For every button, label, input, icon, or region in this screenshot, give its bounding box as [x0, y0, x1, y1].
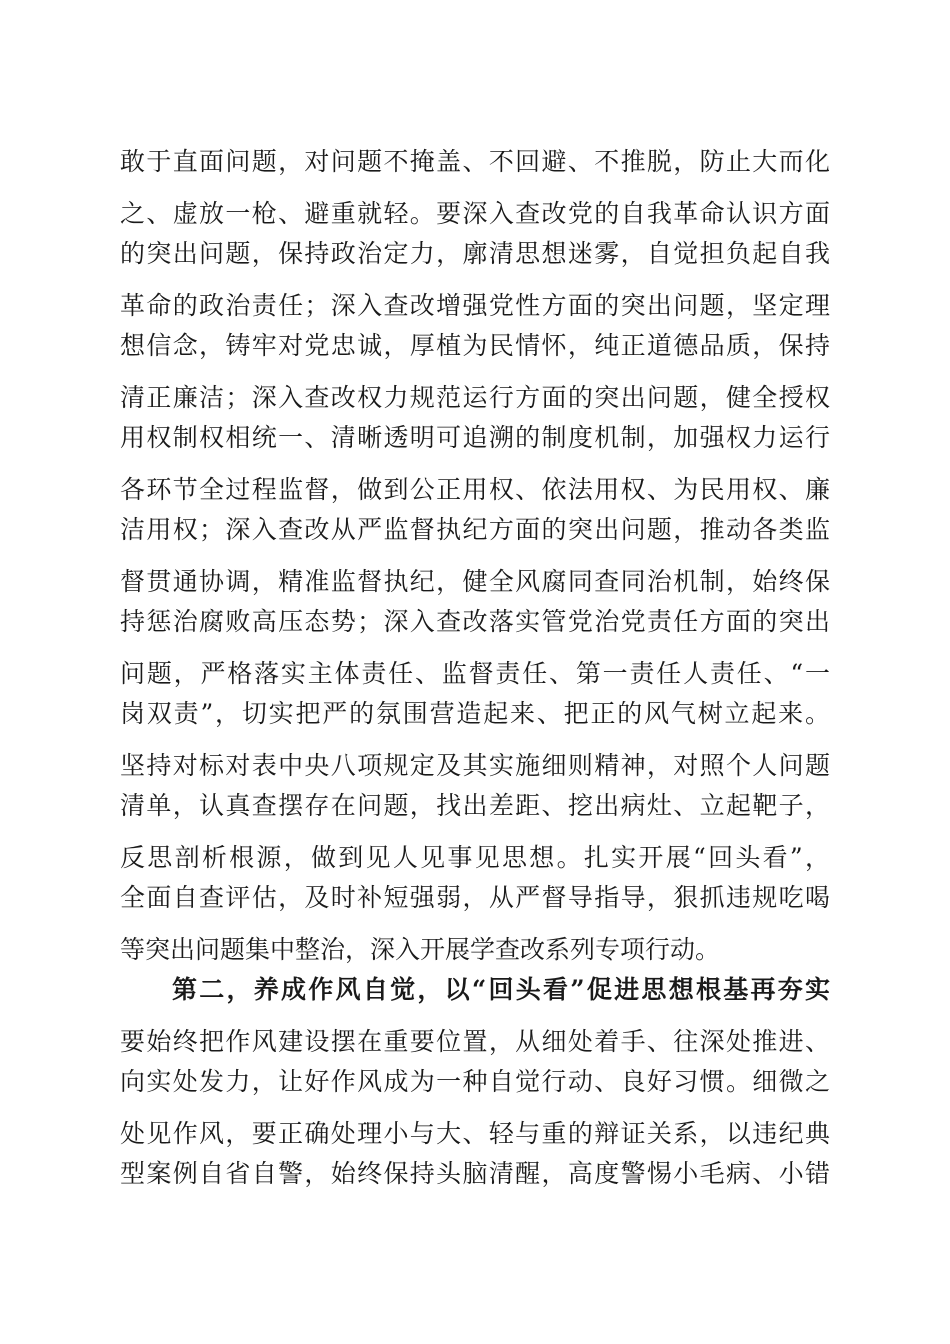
text-line-12: 问题，严格落实主体责任、监督责任、第一责任人责任、“一	[120, 659, 830, 688]
text-line-14: 坚持对标对表中央八项规定及其实施细则精神，对照个人问题	[120, 751, 830, 780]
section-heading: 第二，养成作风自觉，以“回头看”促进思想根基再夯实	[172, 975, 830, 1004]
text-line-6: 清正廉洁；深入查改权力规范运行方面的突出问题，健全授权	[120, 383, 830, 412]
text-line-11: 持惩治腐败高压态势；深入查改落实管党治党责任方面的突出	[120, 607, 830, 636]
text-line-18: 等突出问题集中整治，深入开展学查改系列专项行动。	[120, 935, 721, 964]
text-line-4: 革命的政治责任；深入查改增强党性方面的突出问题，坚定理	[120, 291, 830, 320]
text-line-21: 向实处发力，让好作风成为一种自觉行动、良好习惯。细微之	[120, 1067, 830, 1096]
text-line-22: 处见作风，要正确处理小与大、轻与重的辩证关系，以违纪典	[120, 1119, 830, 1148]
text-line-15: 清单，认真查摆存在问题，找出差距、挖出病灶、立起靶子，	[120, 791, 830, 820]
text-line-20: 要始终把作风建设摆在重要位置，从细处着手、往深处推进、	[120, 1027, 830, 1056]
text-line-1: 敢于直面问题，对问题不掩盖、不回避、不推脱，防止大而化	[120, 147, 830, 176]
text-line-2: 之、虚放一枪、避重就轻。要深入查改党的自我革命认识方面	[120, 199, 830, 228]
text-line-23: 型案例自省自警，始终保持头脑清醒，高度警惕小毛病、小错	[120, 1159, 830, 1188]
text-line-7: 用权制权相统一、清晰透明可追溯的制度机制，加强权力运行	[120, 423, 830, 452]
text-line-3: 的突出问题，保持政治定力，廓清思想迷雾，自觉担负起自我	[120, 239, 830, 268]
text-line-9: 洁用权；深入查改从严监督执纪方面的突出问题，推动各类监	[120, 515, 830, 544]
text-line-17: 全面自查评估，及时补短强弱，从严督导指导，狠抓违规吃喝	[120, 883, 830, 912]
text-line-8: 各环节全过程监督，做到公正用权、依法用权、为民用权、廉	[120, 475, 830, 504]
text-line-13: 岗双责”，切实把严的氛围营造起来、把正的风气树立起来。	[120, 699, 830, 728]
text-line-16: 反思剖析根源，做到见人见事见思想。扎实开展“回头看”，	[120, 843, 830, 872]
text-line-5: 想信念，铸牢对党忠诚，厚植为民情怀，纯正道德品质，保持	[120, 331, 830, 360]
text-line-10: 督贯通协调，精准监督执纪，健全风腐同查同治机制，始终保	[120, 567, 830, 596]
